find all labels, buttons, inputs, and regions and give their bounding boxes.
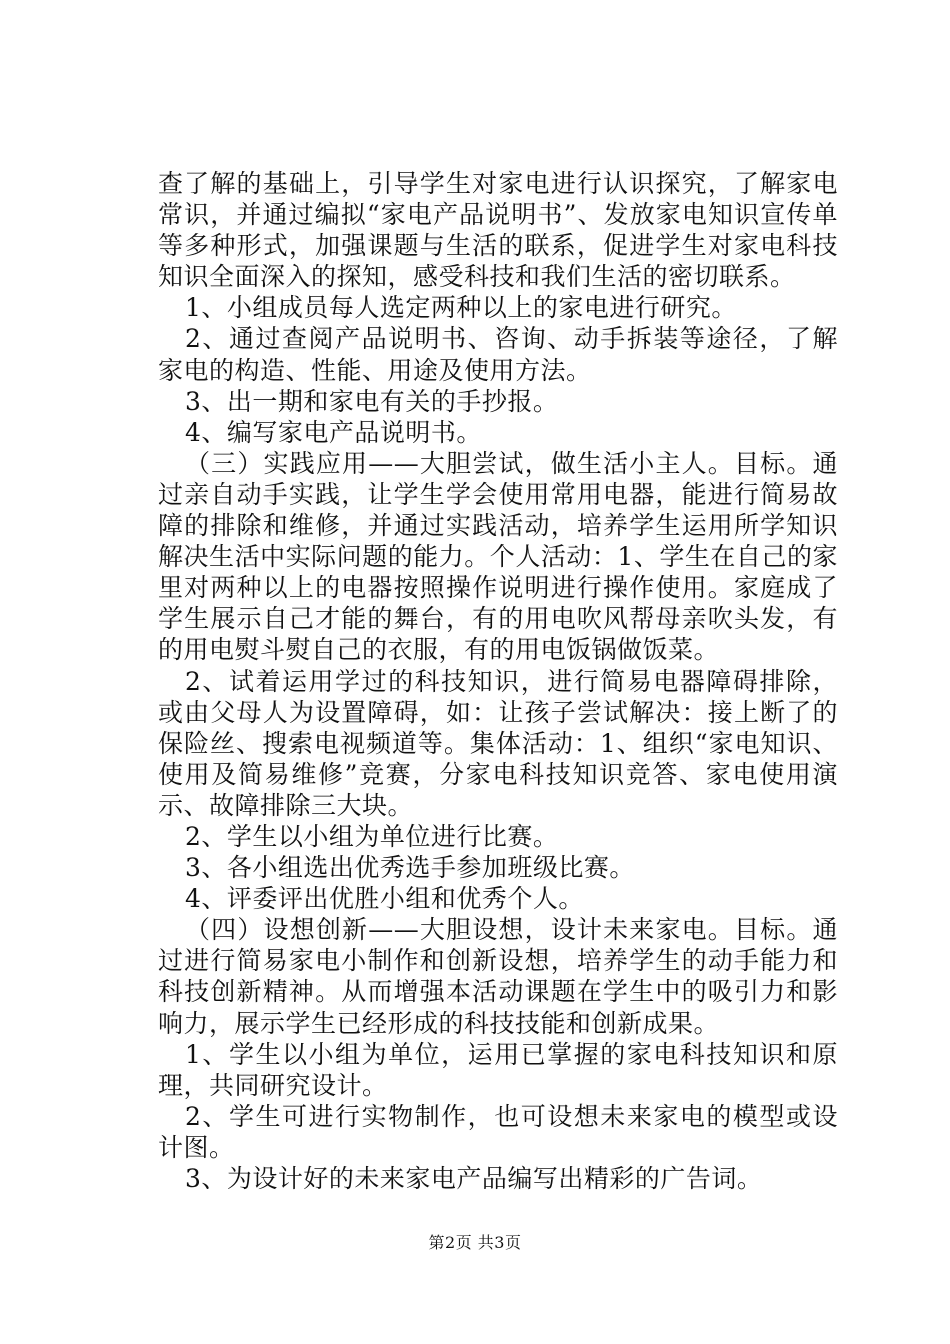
list-item: 2、通过查阅产品说明书、咨询、动手拆装等途径，了解家电的构造、性能、用途及使用方法。 xyxy=(158,324,838,385)
list-item: 4、评委评出优胜小组和优秀个人。 xyxy=(185,884,584,914)
list-item: 3、出一期和家电有关的手抄报。 xyxy=(185,386,559,416)
page-number-footer: 第2页 共3页 xyxy=(428,1233,522,1252)
section-four-paragraph: （四）设想创新——大胆设想，设计未来家电。目标。通过进行简易家电小制作和创新设想，培养学生的动手能力和科技创新精神。从而增强本活动课题在学生中的吸引力和影响力，展示学生已经形成的科技技能和创新成果。 xyxy=(158,915,838,1038)
list-item: 4、编写家电产品说明书。 xyxy=(185,417,482,447)
list-item: 1、小组成员每人选定两种以上的家电进行研究。 xyxy=(185,293,737,323)
document-body xyxy=(158,168,838,1194)
list-item: 2、试着运用学过的科技知识，进行简易电器障碍排除，或由父母人为设置障碍，如：让孩子尝试解决：接上断了的保险丝、搜索电视频道等。集体活动：1、组织“家电知识、使用及简易维修”竞赛，分家电科技知识竞答、家电使用演示、故障排除三大块。 xyxy=(158,666,838,820)
list-item: 1、学生以小组为单位，运用已掌握的家电科技知识和原理，共同研究设计。 xyxy=(158,1039,838,1100)
section-three-paragraph: （三）实践应用——大胆尝试，做生活小主人。目标。通过亲自动手实践，让学生学会使用常用电器，能进行简易故障的排除和维修，并通过实践活动，培养学生运用所学知识解决生活中实际问题的能力。个人活动：1、学生在自己的家里对两种以上的电器按照操作说明进行操作使用。家庭成了学生展示自己才能的舞台，有的用电吹风帮母亲吹头发，有的用电熨斗熨自己的衣服，有的用电饭锅做饭菜。 xyxy=(158,448,838,665)
list-item: 3、各小组选出优秀选手参加班级比赛。 xyxy=(185,853,635,883)
list-item: 3、为设计好的未来家电产品编写出精彩的广告词。 xyxy=(185,1164,763,1193)
list-item: 2、学生可进行实物制作，也可设想未来家电的模型或设计图。 xyxy=(158,1101,838,1162)
list-item: 2、学生以小组为单位进行比赛。 xyxy=(185,821,559,851)
paragraph-continuation: 查了解的基础上，引导学生对家电进行认识探究，了解家电常识，并通过编拟“家电产品说明书”、发放家电知识宣传单等多种形式，加强课题与生活的联系，促进学生对家电科技知识全面深入的探知，感受科技和我们生活的密切联系。 xyxy=(158,169,838,292)
